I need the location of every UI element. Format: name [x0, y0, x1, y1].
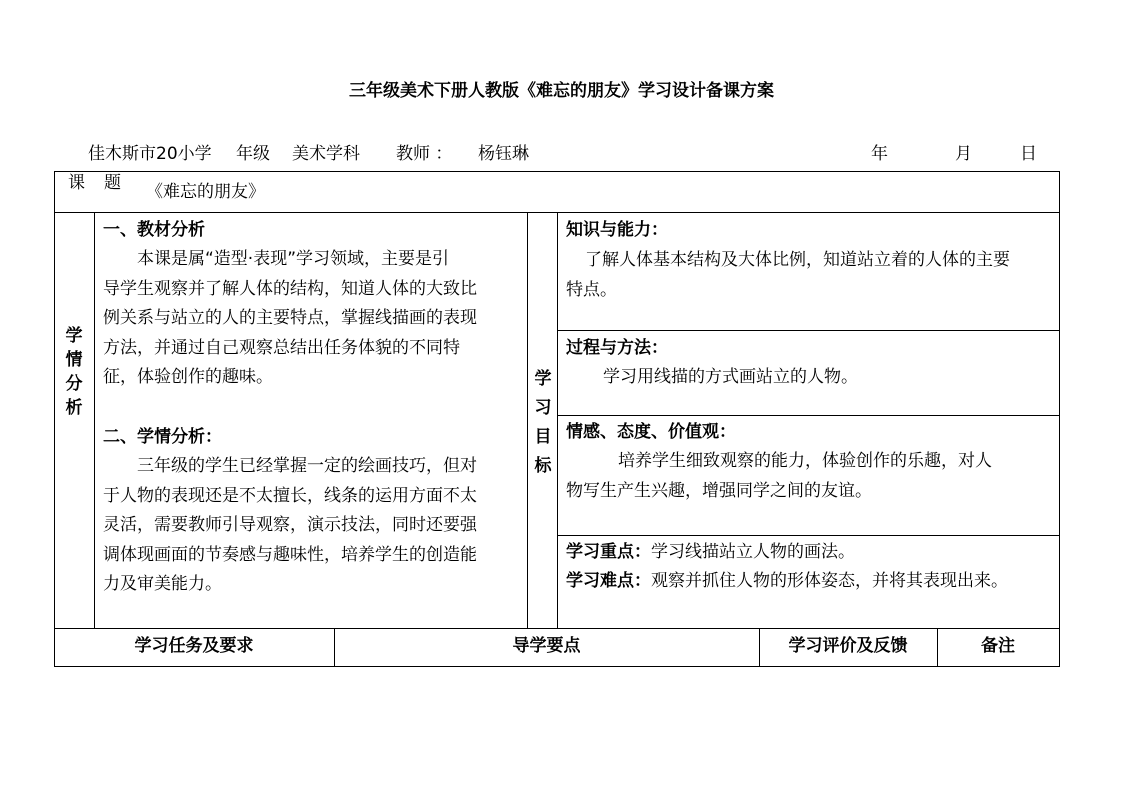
text-line: 了解人体基本结构及大体比例，知道站立着的人体的主要	[585, 250, 1010, 270]
header-task: 学习任务及要求	[134, 636, 254, 656]
text-line: 例关系与站立的人的主要特点，掌握线描画的表现	[103, 308, 477, 328]
subject-label: 美术学科	[292, 144, 360, 164]
analysis-side-label	[58, 324, 90, 420]
side-char: 标	[534, 456, 552, 476]
difficulty-label: 学习难点：	[566, 571, 651, 591]
teacher-label: 教师 ：	[396, 144, 453, 164]
text-line: 物写生产生兴趣，增强同学之间的友谊。	[566, 480, 872, 501]
section1-title: 一、教材分析	[103, 220, 205, 240]
section2-title: 二、学情分析：	[103, 427, 222, 447]
topic-label-2: 题	[104, 173, 121, 193]
knowledge-title: 知识与能力：	[566, 220, 668, 240]
document-title: 三年级美术下册人教版《难忘的朋友》学习设计备课方案	[349, 81, 774, 101]
process-title: 过程与方法：	[566, 338, 668, 358]
teacher-name: 杨钰琳	[478, 144, 529, 164]
key-point-label: 学习重点：	[566, 542, 651, 562]
difficulty-point	[566, 567, 1056, 597]
text-line: 特点。	[566, 279, 617, 300]
text-line: 灵活，需要教师引导观察，演示技法，同时还要强	[103, 515, 477, 535]
side-char: 学	[534, 369, 552, 389]
goals-side-label	[529, 365, 557, 481]
text-line: 征，体验创作的趣味。	[103, 367, 273, 387]
section1-body	[103, 245, 523, 393]
day-label: 日	[1020, 144, 1037, 164]
topic-label-1: 课	[68, 173, 85, 193]
header-evaluation: 学习评价及反馈	[788, 636, 908, 656]
emotion-body	[566, 447, 1056, 506]
grade-label: 年级	[236, 144, 270, 164]
text-line: 方法，并通过自己观察总结出任务体貌的不同特	[103, 337, 460, 358]
emotion-title: 情感、态度、价值观：	[566, 422, 736, 442]
topic-value: 《难忘的朋友》	[146, 182, 265, 202]
year-label: 年	[871, 144, 888, 164]
text-line: 三年级的学生已经掌握一定的绘画技巧，但对	[137, 456, 477, 476]
side-char: 目	[534, 427, 552, 447]
process-body: 学习用线描的方式画站立的人物。	[603, 367, 858, 387]
side-char: 情	[65, 350, 83, 370]
side-char: 析	[65, 398, 83, 418]
text-line: 培养学生细致观察的能力，体验创作的乐趣，对人	[618, 451, 992, 471]
key-point	[566, 538, 1056, 568]
text-line: 力及审美能力。	[103, 574, 222, 594]
text-line: 调体现画面的节奏感与趣味性，培养学生的创造能	[103, 544, 477, 565]
header-guide: 导学要点	[512, 636, 581, 656]
text-line: 于人物的表现还是不太擅长，线条的运用方面不太	[103, 485, 477, 506]
side-char: 学	[65, 326, 83, 346]
text-line: 导学生观察并了解人体的结构，知道人体的大致比	[103, 278, 477, 299]
key-point-text: 学习线描站立人物的画法。	[651, 542, 855, 562]
header-remarks: 备注	[981, 636, 1015, 656]
school-name: 佳木斯市20小学	[88, 144, 212, 164]
text-line: 本课是属“造型·表现”学习领域，主要是引	[137, 249, 450, 269]
side-char: 习	[534, 398, 552, 418]
knowledge-body	[566, 246, 1056, 305]
side-char: 分	[65, 374, 83, 394]
section2-body	[103, 452, 523, 600]
difficulty-text: 观察并抓住人物的形体姿态，并将其表现出来。	[651, 571, 1008, 591]
month-label: 月	[955, 144, 972, 164]
